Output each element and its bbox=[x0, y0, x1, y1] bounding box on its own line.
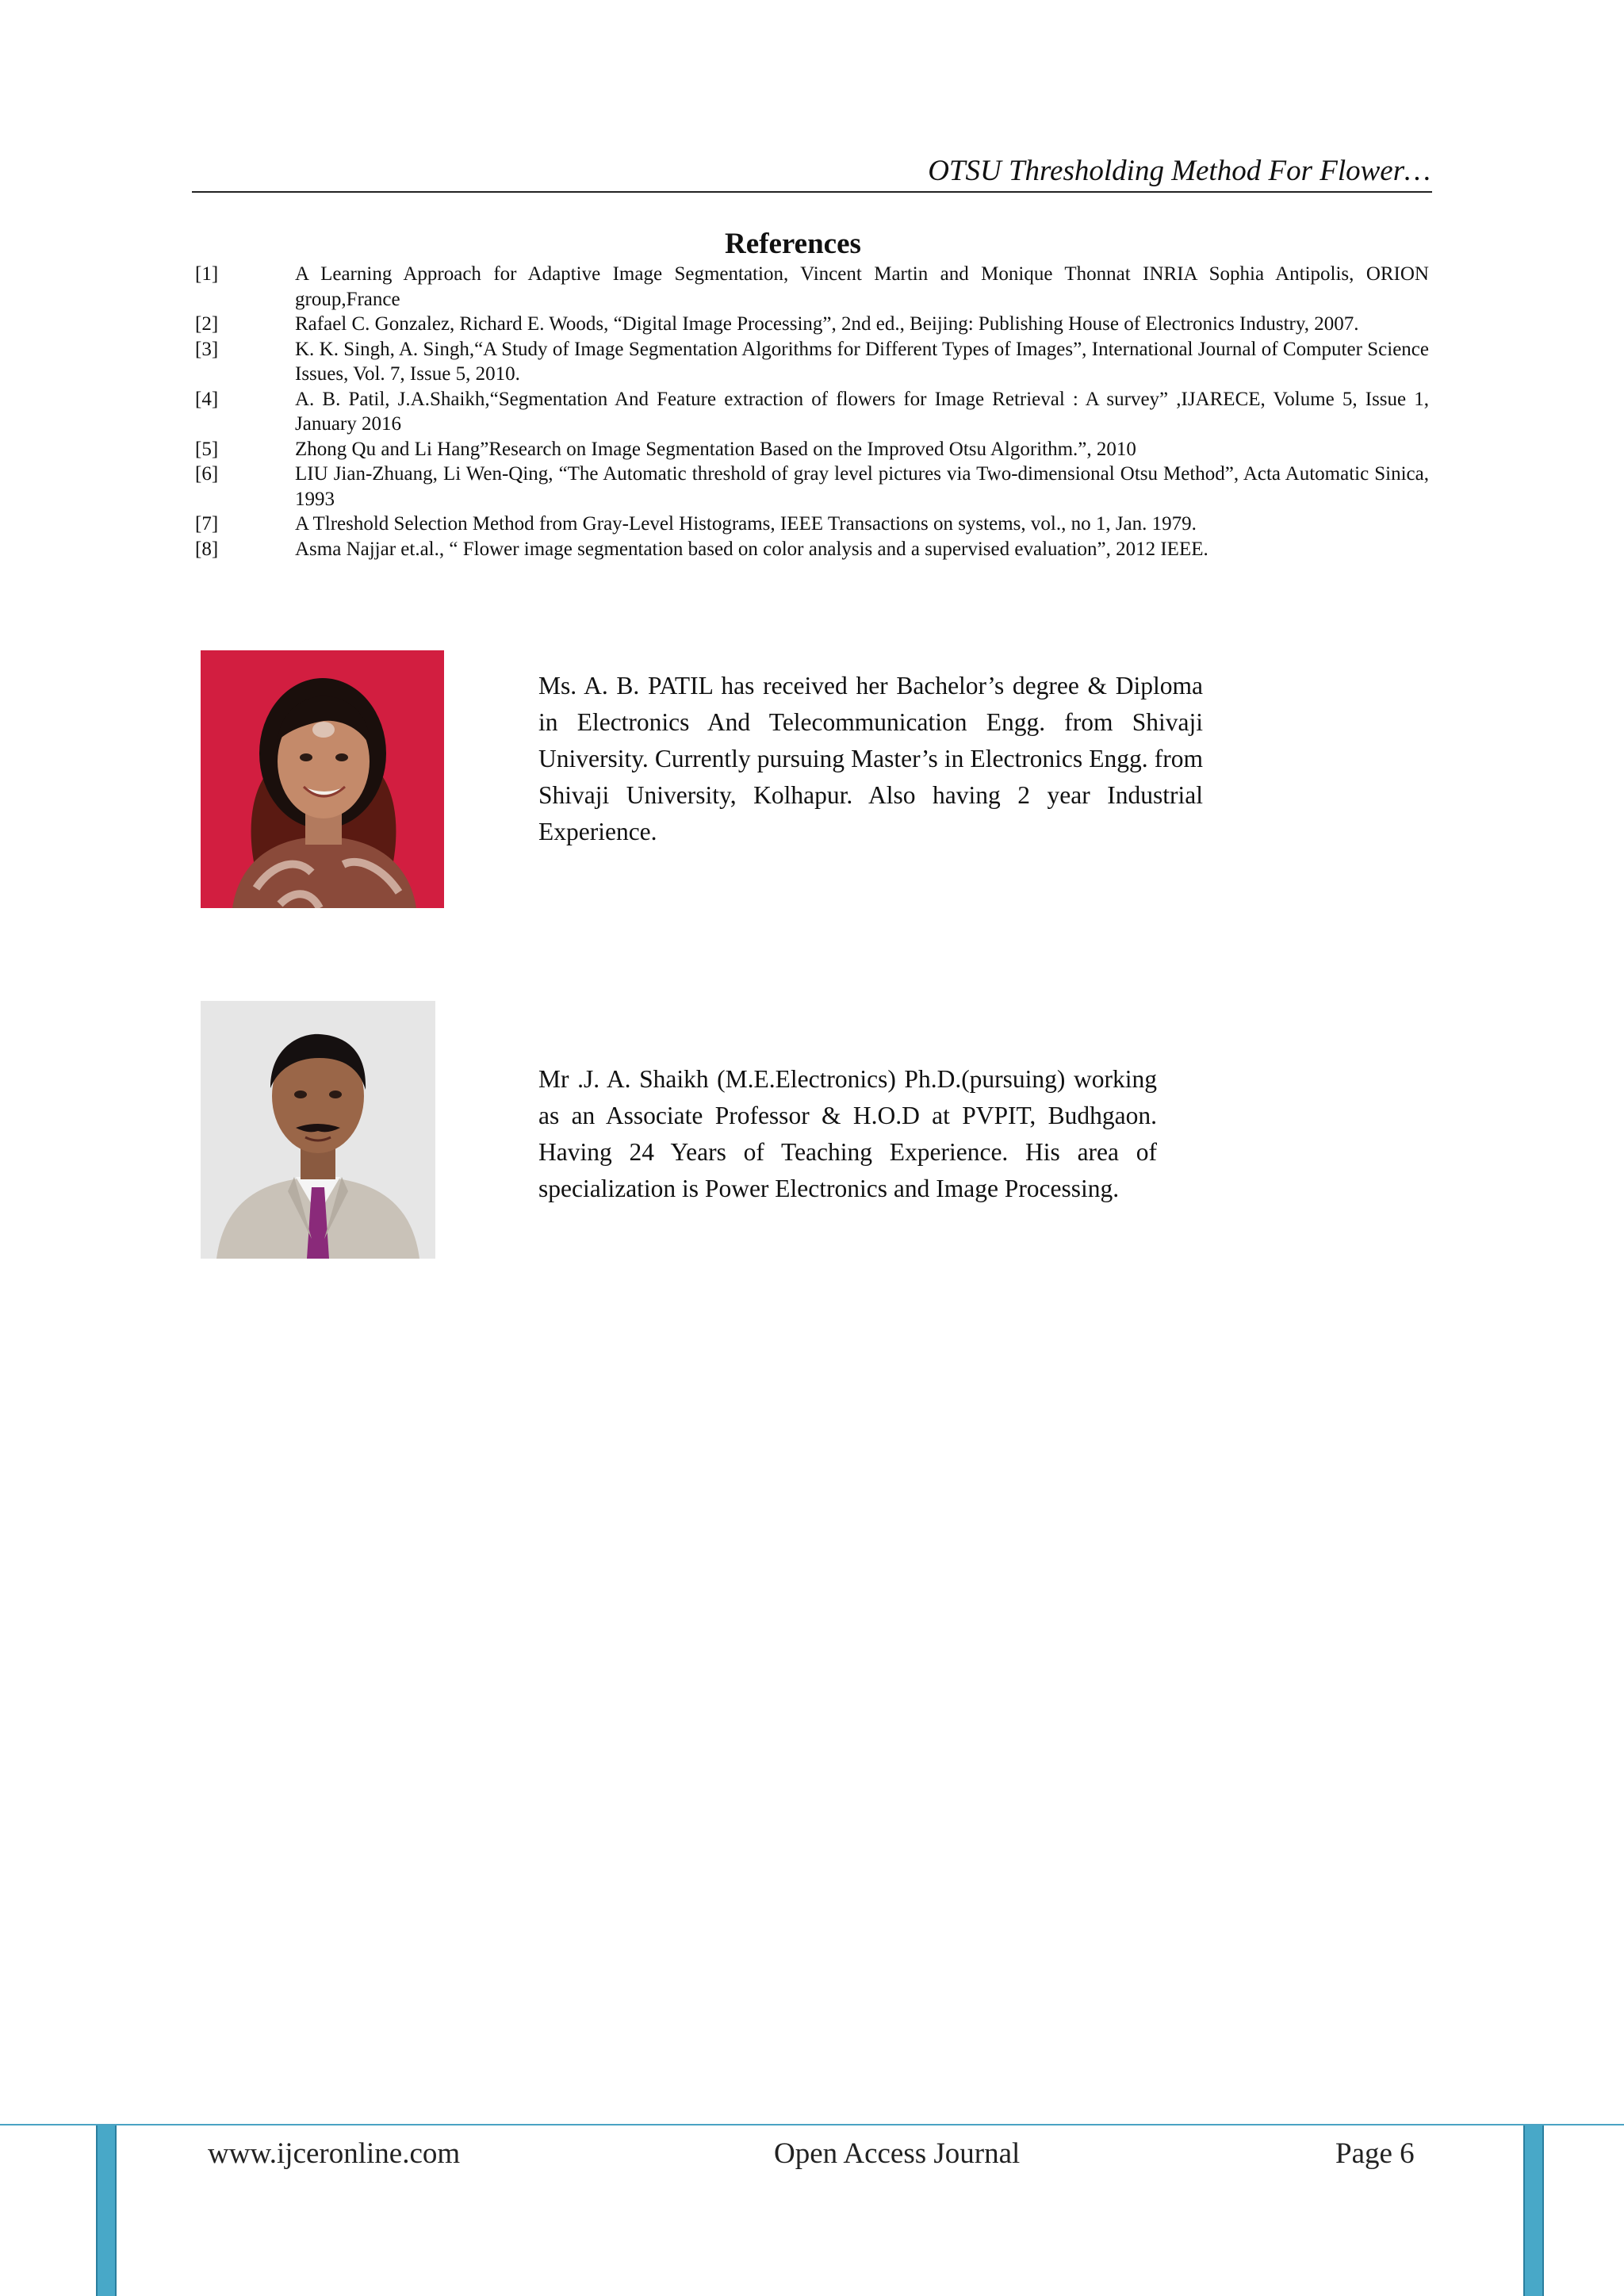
reference-text: K. K. Singh, A. Singh,“A Study of Image Segmentation Algorithms for Different Types of Images”, International Journal of Computer Science Issues, Vol. 7, Issue 5, 2010. bbox=[295, 338, 1429, 385]
header-rule bbox=[192, 191, 1432, 193]
footer-right-bar bbox=[1523, 2125, 1544, 2296]
reference-item bbox=[195, 337, 1429, 387]
author-bio-patil: Ms. A. B. PATIL has received her Bachelor’s degree & Diploma in Electronics And Telecommunication Engg. from Shivaji University. Currently pursuing Master’s in Electronics Engg. from Shivaji University, Kolhapur. Also having 2 year Industrial Experience. bbox=[538, 672, 1203, 845]
reference-number: [4] bbox=[195, 388, 219, 410]
reference-item bbox=[195, 262, 1429, 312]
references-list bbox=[195, 262, 1429, 562]
reference-number: [8] bbox=[195, 538, 219, 560]
reference-number: [2] bbox=[195, 313, 219, 335]
reference-text: A. B. Patil, J.A.Shaikh,“Segmentation And Feature extraction of flowers for Image Retrieval : A survey” ,IJARECE, Volume 5, Issue 1, January 2016 bbox=[295, 388, 1429, 435]
reference-text: A Tlreshold Selection Method from Gray-Level Histograms, IEEE Transactions on systems, vol., no 1, Jan. 1979. bbox=[295, 513, 1197, 535]
footer-rule bbox=[0, 2124, 1624, 2125]
footer-journal: Open Access Journal bbox=[774, 2137, 1021, 2170]
reference-number: [6] bbox=[195, 463, 219, 485]
footer-left-bar bbox=[96, 2125, 117, 2296]
reference-text: LIU Jian-Zhuang, Li Wen-Qing, “The Automatic threshold of gray level pictures via Two-dimensional Otsu Method”, Acta Automatic Sinica, 1993 bbox=[295, 463, 1429, 510]
reference-number: [3] bbox=[195, 338, 219, 360]
reference-text: A Learning Approach for Adaptive Image Segmentation, Vincent Martin and Monique Thonnat INRIA Sophia Antipolis, ORION group,France bbox=[295, 263, 1429, 310]
reference-item bbox=[195, 512, 1429, 537]
reference-item bbox=[195, 537, 1429, 562]
footer-website: www.ijceronline.com bbox=[208, 2137, 461, 2170]
reference-number: [5] bbox=[195, 438, 219, 460]
reference-item bbox=[195, 437, 1429, 462]
author-bio-shaikh: Mr .J. A. Shaikh (M.E.Electronics) Ph.D.(pursuing) working as an Associate Professor & H.O.D at PVPIT, Budhgaon. Having 24 Years of Teaching Experience. His area of specialization is Power Electronics and Image Processing. bbox=[538, 1065, 1157, 1202]
reference-text: Zhong Qu and Li Hang”Research on Image Segmentation Based on the Improved Otsu Algorithm.”, 2010 bbox=[295, 438, 1136, 460]
reference-item bbox=[195, 312, 1429, 337]
author-photo-patil bbox=[201, 650, 444, 908]
references-heading: References bbox=[725, 228, 861, 260]
reference-text: Asma Najjar et.al., “ Flower image segmentation based on color analysis and a supervised evaluation”, 2012 IEEE. bbox=[295, 538, 1208, 560]
reference-item bbox=[195, 387, 1429, 437]
reference-number: [7] bbox=[195, 513, 219, 535]
reference-number: [1] bbox=[195, 263, 219, 285]
footer-page-number: Page 6 bbox=[1335, 2137, 1415, 2170]
reference-text: Rafael C. Gonzalez, Richard E. Woods, “Digital Image Processing”, 2nd ed., Beijing: Publishing House of Electronics Industry, 2007. bbox=[295, 313, 1359, 335]
running-title: OTSU Thresholding Method For Flower… bbox=[928, 155, 1431, 187]
author-photo-shaikh bbox=[201, 1001, 435, 1259]
reference-item bbox=[195, 462, 1429, 512]
